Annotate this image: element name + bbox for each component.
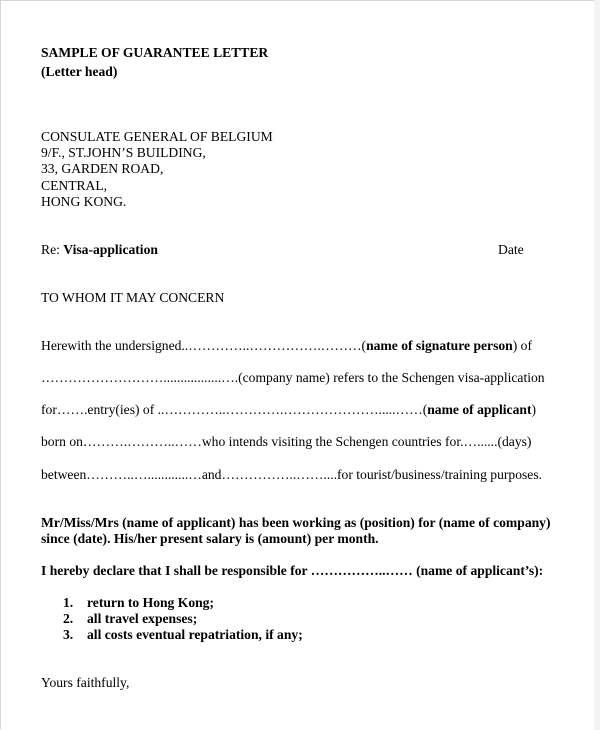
declaration: I hereby declare that I shall be responsible for ……………..…… (name of applicant’s): — [41, 563, 544, 578]
body-text: Herewith the undersigned..…………..…………….………( — [41, 338, 367, 353]
employment-paragraph: Mr/Miss/Mrs (name of applicant) has been working as (position) for (name of company) since (date). His/her present salary is (amount) per month. — [41, 515, 551, 546]
list-item-text: all costs eventual repatriation, if any; — [87, 627, 303, 643]
letter-title: SAMPLE OF GUARANTEE LETTER — [41, 45, 269, 60]
body-line-1 — [41, 338, 532, 354]
date-label: Date — [498, 242, 524, 257]
signature-person-placeholder: name of signature person — [366, 338, 513, 353]
address-line: HONG KONG. — [41, 193, 127, 209]
subject-prefix: Re: — [41, 242, 64, 257]
list-number: 1. — [63, 595, 74, 610]
body-text: for…….entry(ies) of ..…………..………….………………….....……( — [41, 402, 428, 417]
letter-head-label: (Letter head) — [41, 64, 118, 79]
address-line: 33, GARDEN ROAD, — [41, 161, 164, 177]
body-line-5: between………..…............…and……………..……....for tourist/business/training purposes. — [41, 467, 543, 482]
list-item — [41, 627, 303, 643]
subject-text: Visa-application — [63, 242, 158, 257]
list-item — [41, 595, 303, 611]
recipient-address — [41, 129, 273, 210]
scrollbar[interactable] — [594, 0, 600, 730]
body-line-3 — [41, 402, 536, 418]
subject-line — [41, 242, 158, 258]
address-line: 9/F., ST.JOHN’S BUILDING, — [41, 145, 206, 161]
list-number: 3. — [63, 627, 74, 643]
list-item-text: return to Hong Kong; — [87, 595, 215, 610]
list-number: 2. — [63, 611, 74, 627]
body-line-4: born on……….………..……who intends visiting the Schengen countries for.…......(days) — [41, 434, 532, 449]
address-line: CENTRAL, — [41, 177, 108, 193]
applicant-name-placeholder: name of applicant — [427, 402, 532, 417]
body-text: ) of — [512, 338, 532, 353]
responsibilities-list — [41, 595, 303, 644]
salutation: TO WHOM IT MAY CONCERN — [41, 290, 225, 305]
body-text: ) — [531, 402, 537, 417]
list-item-text: all travel expenses; — [87, 611, 198, 627]
address-line: CONSULATE GENERAL OF BELGIUM — [41, 129, 273, 144]
body-line-2: ……………………….................….(company name) refers to the Schengen visa-application — [41, 370, 545, 385]
list-item — [41, 611, 303, 627]
closing: Yours faithfully, — [41, 675, 130, 690]
